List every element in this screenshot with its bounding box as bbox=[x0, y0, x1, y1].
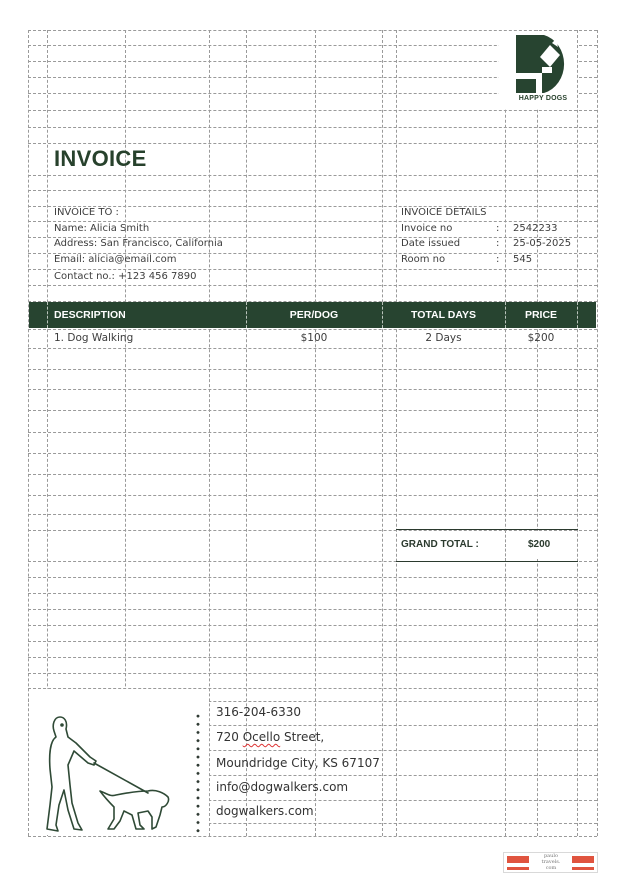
street-name: Ocello bbox=[242, 730, 281, 744]
column-header-total-days: TOTAL DAYS bbox=[411, 309, 476, 321]
watermark-line-2: travels. bbox=[541, 859, 561, 865]
date-issued-sep: : bbox=[496, 238, 500, 249]
dog-in-d-logo-icon bbox=[514, 33, 572, 95]
item-total-days: 2 Days bbox=[425, 332, 462, 344]
invoice-no-value: 2542233 bbox=[513, 223, 558, 234]
items-table-header bbox=[29, 302, 596, 328]
invoice-no-label: Invoice no bbox=[401, 223, 453, 234]
customer-address: Address: San Francisco, California bbox=[54, 238, 223, 249]
watermark-line-3: com bbox=[545, 865, 557, 871]
room-no-sep: : bbox=[496, 254, 500, 265]
column-header-description: DESCRIPTION bbox=[54, 309, 126, 321]
watermark-stamp bbox=[503, 852, 598, 873]
page-title: INVOICE bbox=[54, 146, 147, 171]
item-description: 1. Dog Walking bbox=[54, 332, 134, 344]
invoice-no-sep: : bbox=[496, 223, 500, 234]
footer-phone: 316-204-6330 bbox=[216, 705, 302, 719]
date-issued-label: Date issued bbox=[401, 238, 461, 249]
street-number: 720 bbox=[216, 730, 243, 744]
watermark-line-1: paulo bbox=[543, 853, 558, 859]
dotted-separator bbox=[196, 712, 200, 834]
customer-name: Name: Alicia Smith bbox=[54, 223, 150, 234]
woman-walking-dog-icon bbox=[44, 715, 174, 833]
column-header-per-dog: PER/DOG bbox=[289, 309, 339, 321]
grand-total-label: GRAND TOTAL : bbox=[401, 539, 479, 550]
invoice-to-heading: INVOICE TO : bbox=[54, 207, 119, 218]
customer-contact: Contact no.: +123 456 7890 bbox=[54, 271, 197, 282]
room-no-label: Room no bbox=[401, 254, 446, 265]
footer-city: Moundridge City, KS 67107 bbox=[216, 756, 380, 770]
footer-website: dogwalkers.com bbox=[216, 804, 314, 818]
street-suffix: Street, bbox=[280, 730, 325, 744]
grand-total-box bbox=[396, 529, 578, 562]
room-no-value: 545 bbox=[513, 254, 533, 265]
brand-name: HAPPY DOGS bbox=[518, 95, 568, 102]
customer-email: Email: alicia@email.com bbox=[54, 254, 177, 265]
grand-total-value: $200 bbox=[528, 539, 551, 550]
item-price: $200 bbox=[527, 332, 555, 344]
column-header-price: PRICE bbox=[524, 309, 558, 321]
date-issued-value: 25-05-2025 bbox=[513, 238, 572, 249]
footer-email: info@dogwalkers.com bbox=[216, 780, 349, 794]
footer-street bbox=[216, 730, 324, 744]
item-per-dog: $100 bbox=[300, 332, 328, 344]
invoice-details-heading: INVOICE DETAILS bbox=[401, 207, 487, 218]
